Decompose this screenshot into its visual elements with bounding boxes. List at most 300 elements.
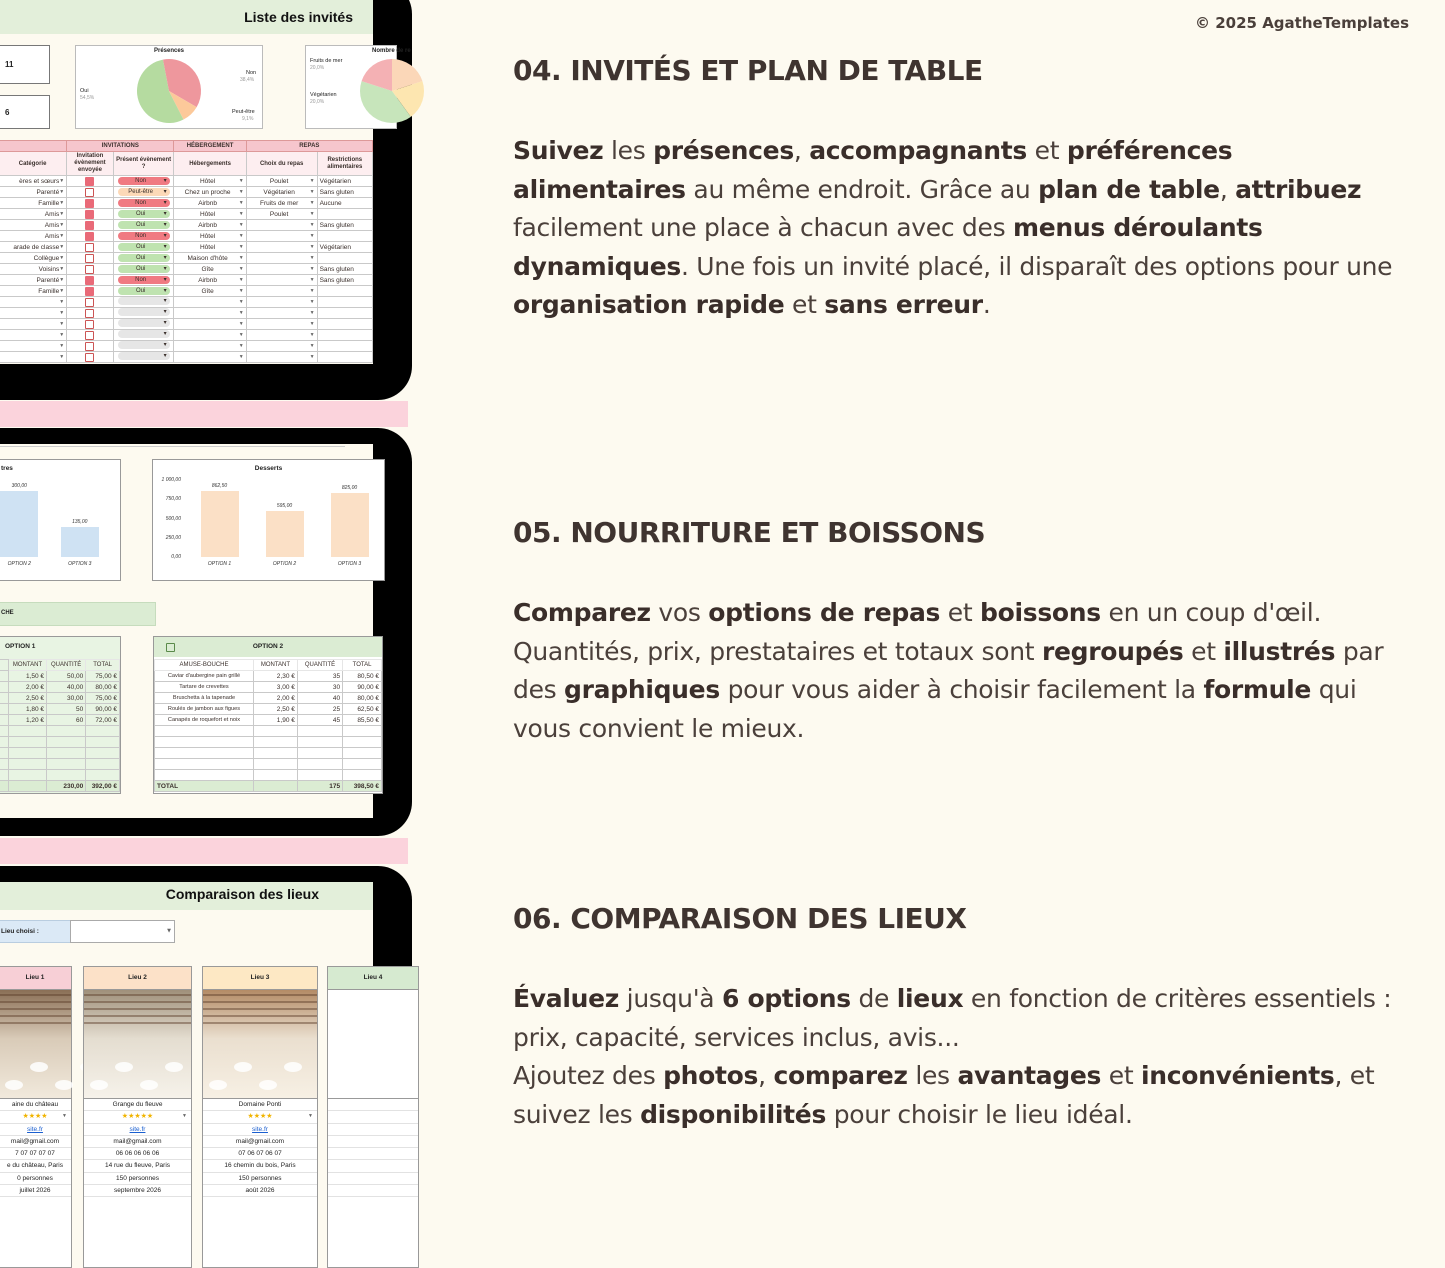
table-cell[interactable]: 2,50 €	[9, 693, 47, 704]
restr-cell[interactable]	[317, 308, 372, 319]
chevron-down-icon[interactable]: ▼	[59, 310, 65, 316]
table-cell[interactable]: 1,80 €	[9, 704, 47, 715]
presence-dropdown[interactable]	[118, 210, 170, 218]
table-cell[interactable]	[155, 759, 254, 770]
venue-select[interactable]	[70, 920, 175, 943]
venue-mail	[84, 1136, 191, 1148]
table-cell[interactable]	[47, 759, 86, 770]
table-cell[interactable]: 80,50 €	[343, 671, 382, 682]
restr-cell[interactable]	[317, 275, 372, 286]
chevron-down-icon[interactable]: ▼	[238, 254, 244, 261]
cat-cell[interactable]	[0, 308, 67, 319]
venue-card[interactable]	[0, 966, 72, 1268]
heb-cell[interactable]	[174, 308, 246, 319]
invitation-checkbox[interactable]	[85, 342, 94, 351]
venue-capacity	[328, 1173, 418, 1185]
chevron-down-icon[interactable]: ▼	[238, 299, 244, 305]
table-cell[interactable]: 2,00 €	[254, 693, 298, 704]
chevron-down-icon[interactable]: ▼	[59, 276, 65, 283]
table-cell[interactable]: 80,00 €	[86, 682, 120, 693]
heb-cell[interactable]	[174, 176, 246, 187]
cat-cell[interactable]	[0, 297, 67, 308]
presence-value: Non	[135, 277, 147, 283]
section-title-food: 05. NOURRITURE ET BOISSONS	[513, 516, 986, 549]
table-cell[interactable]: 30,00	[47, 693, 86, 704]
chevron-down-icon[interactable]: ▼	[308, 1113, 313, 1120]
category-label: OPTION 2	[7, 561, 31, 567]
table-cell[interactable]	[86, 737, 120, 748]
chevron-down-icon[interactable]: ▼	[309, 199, 315, 206]
chevron-down-icon[interactable]: ▼	[59, 343, 65, 349]
invitation-checkbox[interactable]	[85, 353, 94, 362]
table-cell[interactable]: Roulés de jambon aux figues	[155, 704, 254, 715]
table-cell[interactable]: 1,20 €	[9, 715, 47, 726]
col-header: Restrictions alimentaires	[317, 152, 372, 176]
chevron-down-icon[interactable]: ▼	[309, 332, 315, 338]
venue-link[interactable]	[84, 1124, 191, 1136]
heb-cell[interactable]	[174, 352, 246, 363]
repas-cell[interactable]	[246, 297, 317, 308]
cat-cell[interactable]	[0, 187, 67, 198]
chevron-down-icon[interactable]: ▼	[59, 188, 65, 195]
table-cell[interactable]: 90,00 €	[86, 704, 120, 715]
table-cell[interactable]	[297, 737, 342, 748]
repas-cell[interactable]	[246, 242, 317, 253]
heb-cell[interactable]	[174, 187, 246, 198]
heb-cell[interactable]	[174, 198, 246, 209]
sent-cell	[67, 308, 114, 319]
chevron-down-icon[interactable]: ▼	[309, 321, 315, 327]
presence-dropdown[interactable]	[118, 297, 170, 305]
venue-link[interactable]	[328, 1124, 418, 1136]
chevron-down-icon[interactable]: ▼	[309, 354, 315, 360]
restr-cell[interactable]	[317, 297, 372, 308]
chevron-down-icon[interactable]: ▼	[309, 233, 315, 239]
chevron-down-icon[interactable]: ▼	[309, 277, 315, 283]
chevron-down-icon[interactable]: ▼	[238, 243, 244, 250]
table-cell[interactable]: 75,00 €	[86, 671, 120, 682]
invitation-checkbox[interactable]	[85, 298, 94, 307]
table-cell[interactable]	[343, 770, 382, 781]
table-row	[0, 693, 120, 704]
heb-cell[interactable]	[174, 297, 246, 308]
total-cell	[9, 781, 47, 792]
table-cell[interactable]	[9, 770, 47, 781]
repas-cell[interactable]	[246, 220, 317, 231]
repas-cell[interactable]	[246, 341, 317, 352]
pie-label: Oui	[80, 88, 89, 94]
table-row	[0, 308, 373, 319]
restr-cell[interactable]	[317, 209, 372, 220]
invitation-checkbox[interactable]	[85, 243, 94, 252]
presence-dropdown[interactable]	[118, 352, 170, 360]
cat-cell[interactable]	[0, 330, 67, 341]
table-cell[interactable]	[297, 759, 342, 770]
invitation-checkbox[interactable]	[85, 331, 94, 340]
presence-dropdown[interactable]	[118, 199, 170, 207]
table-cell[interactable]: 62,50 €	[343, 704, 382, 715]
table-cell[interactable]: 2,00 €	[9, 682, 47, 693]
chart-title: Présences	[153, 48, 185, 54]
venue-mail-text: mail@gmail.com	[235, 1137, 285, 1145]
table-cell[interactable]: 1,50 €	[9, 671, 47, 682]
venue-card[interactable]	[202, 966, 318, 1268]
chevron-down-icon[interactable]: ▼	[238, 199, 244, 206]
restr-value: Sans gluten	[319, 276, 354, 284]
presence-dropdown[interactable]	[118, 221, 170, 229]
chevron-down-icon[interactable]: ▼	[59, 354, 65, 360]
venue-mail-text: mail@gmail.com	[113, 1137, 162, 1145]
table-cell[interactable]: 50,00	[47, 671, 86, 682]
presence-dropdown[interactable]	[118, 330, 170, 338]
chevron-down-icon[interactable]: ▼	[59, 221, 65, 228]
photo-detail	[84, 1015, 191, 1017]
table-row	[155, 748, 382, 759]
table-cell[interactable]: 25	[297, 704, 342, 715]
chevron-down-icon: ▾	[163, 233, 167, 239]
invitation-checkbox[interactable]	[85, 309, 94, 318]
bar	[266, 511, 304, 557]
table-cell[interactable]: 72,00 €	[86, 715, 120, 726]
table-cell[interactable]: 3,00 €	[254, 682, 298, 693]
heb-cell[interactable]	[174, 341, 246, 352]
bar	[0, 491, 38, 557]
table-cell[interactable]: 1,90 €	[254, 715, 298, 726]
table-cell[interactable]: 50	[47, 704, 86, 715]
venue-date	[203, 1185, 317, 1197]
table-cell[interactable]: 60	[47, 715, 86, 726]
chevron-down-icon[interactable]: ▼	[309, 299, 315, 305]
table-cell[interactable]: 85,50 €	[343, 715, 382, 726]
heb-cell[interactable]	[174, 242, 246, 253]
cat-cell[interactable]	[0, 209, 67, 220]
cat-cell[interactable]	[0, 220, 67, 231]
restr-cell[interactable]	[317, 253, 372, 264]
venue-name	[328, 1099, 418, 1111]
present-cell	[113, 231, 174, 242]
table-cell[interactable]: 75,00 €	[86, 693, 120, 704]
presence-dropdown[interactable]	[118, 308, 170, 316]
repas-cell[interactable]	[246, 209, 317, 220]
bar	[61, 527, 99, 557]
chevron-down-icon[interactable]: ▼	[59, 321, 65, 327]
section-title-venues: 06. COMPARAISON DES LIEUX	[513, 902, 967, 935]
repas-cell[interactable]	[246, 187, 317, 198]
cat-value: arade de classe	[13, 243, 60, 251]
chevron-down-icon[interactable]: ▼	[62, 1113, 67, 1120]
chevron-down-icon[interactable]: ▼	[309, 188, 315, 195]
presence-dropdown[interactable]	[118, 232, 170, 240]
table-cell[interactable]: 90,00 €	[343, 682, 382, 693]
table-cell[interactable]	[47, 748, 86, 759]
chevron-down-icon[interactable]: ▼	[59, 210, 65, 217]
table-cell[interactable]	[297, 748, 342, 759]
restr-cell[interactable]	[317, 198, 372, 209]
cat-cell[interactable]	[0, 341, 67, 352]
heb-cell[interactable]	[174, 220, 246, 231]
invitation-checkbox[interactable]	[85, 287, 94, 296]
cat-cell[interactable]	[0, 286, 67, 297]
total-cell	[254, 781, 298, 792]
venue-sheet-title: Comparaison des lieux	[165, 886, 319, 902]
table-cell[interactable]: 40	[297, 693, 342, 704]
table-cell[interactable]	[297, 770, 342, 781]
table-cell[interactable]	[47, 770, 86, 781]
chevron-down-icon[interactable]: ▼	[309, 244, 315, 250]
venue-link[interactable]	[203, 1124, 317, 1136]
table-cell[interactable]: 80,00 €	[343, 693, 382, 704]
table-cell[interactable]: 40,00	[47, 682, 86, 693]
chevron-down-icon[interactable]: ▼	[238, 188, 244, 195]
presence-dropdown[interactable]	[118, 341, 170, 349]
restr-cell[interactable]	[317, 187, 372, 198]
heb-cell[interactable]	[174, 286, 246, 297]
photo-detail	[259, 1080, 277, 1090]
table-cell[interactable]	[86, 770, 120, 781]
chevron-down-icon[interactable]: ▼	[238, 265, 244, 272]
restr-cell[interactable]	[317, 341, 372, 352]
cat-cell[interactable]	[0, 275, 67, 286]
repas-cell[interactable]	[246, 330, 317, 341]
restr-cell[interactable]	[317, 176, 372, 187]
chevron-down-icon[interactable]: ▼	[59, 299, 65, 305]
cat-cell[interactable]	[0, 352, 67, 363]
chevron-down-icon[interactable]: ▼	[238, 354, 244, 360]
table-cell[interactable]	[9, 759, 47, 770]
cat-cell[interactable]	[0, 198, 67, 209]
presence-dropdown[interactable]	[118, 177, 170, 185]
table-row	[0, 176, 373, 187]
repas-cell[interactable]	[246, 275, 317, 286]
chevron-down-icon[interactable]: ▼	[59, 177, 65, 184]
venue-stars-text: ★★★★	[247, 1113, 273, 1121]
venue-addr	[0, 1160, 71, 1172]
presence-dropdown[interactable]	[118, 188, 170, 196]
restr-cell[interactable]	[317, 286, 372, 297]
table-cell[interactable]	[155, 737, 254, 748]
restr-cell[interactable]	[317, 264, 372, 275]
table-cell[interactable]: Tartare de crevettes	[155, 682, 254, 693]
restr-cell[interactable]	[317, 319, 372, 330]
invitation-checkbox[interactable]	[85, 276, 94, 285]
photo-detail	[140, 1080, 158, 1090]
cat-cell[interactable]	[0, 319, 67, 330]
presence-value: Non	[135, 200, 147, 206]
chevron-down-icon[interactable]: ▼	[238, 321, 244, 327]
cat-cell[interactable]	[0, 264, 67, 275]
table-cell[interactable]	[343, 737, 382, 748]
heb-cell[interactable]	[174, 330, 246, 341]
chevron-down-icon[interactable]: ▼	[309, 222, 315, 228]
repas-cell[interactable]	[246, 286, 317, 297]
table-cell[interactable]	[47, 737, 86, 748]
presence-dropdown[interactable]	[118, 254, 170, 262]
heb-cell[interactable]	[174, 209, 246, 220]
invitation-checkbox[interactable]	[85, 210, 94, 219]
table-cell[interactable]	[86, 759, 120, 770]
restr-value: Végétarien	[319, 243, 352, 251]
table-cell[interactable]	[86, 748, 120, 759]
repas-cell[interactable]	[246, 176, 317, 187]
cat-value: Amis	[44, 210, 60, 218]
table-cell[interactable]	[155, 770, 254, 781]
table-cell[interactable]	[86, 726, 120, 737]
restr-cell[interactable]	[317, 231, 372, 242]
table-cell[interactable]: 45	[297, 715, 342, 726]
repas-cell[interactable]	[246, 253, 317, 264]
heb-value: Gîte	[201, 287, 214, 295]
chevron-down-icon[interactable]: ▼	[238, 177, 244, 184]
repas-cell[interactable]	[246, 231, 317, 242]
pink-divider	[0, 838, 408, 864]
table-cell[interactable]: Bruschetta à la tapenade	[155, 693, 254, 704]
table-row	[155, 715, 382, 726]
venue-date-text: août 2026	[245, 1187, 275, 1195]
venue-header: Lieu 4	[328, 967, 418, 990]
chevron-down-icon[interactable]: ▼	[238, 287, 244, 294]
presence-dropdown[interactable]	[118, 265, 170, 273]
repas-cell[interactable]	[246, 352, 317, 363]
invitation-checkbox[interactable]	[85, 265, 94, 274]
table-cell[interactable]: 2,30 €	[254, 671, 298, 682]
cat-value: Famille	[38, 287, 60, 295]
table-cell[interactable]	[254, 748, 298, 759]
table-cell[interactable]	[254, 770, 298, 781]
chevron-down-icon: ▾	[163, 178, 167, 184]
table-cell[interactable]	[343, 726, 382, 737]
cat-cell[interactable]	[0, 231, 67, 242]
chevron-down-icon[interactable]: ▼	[59, 243, 65, 250]
restr-cell[interactable]	[317, 352, 372, 363]
invitation-checkbox[interactable]	[85, 232, 94, 241]
chevron-down-icon[interactable]: ▼	[182, 1113, 187, 1120]
venue-phone	[203, 1148, 317, 1160]
venue-stars-text: ★★★★★	[121, 1113, 154, 1121]
chevron-down-icon[interactable]: ▼	[59, 265, 65, 272]
venue-header: Lieu 1	[0, 967, 71, 990]
table-cell[interactable]: 30	[297, 682, 342, 693]
table-cell[interactable]	[254, 726, 298, 737]
table-cell[interactable]	[155, 726, 254, 737]
chevron-down-icon[interactable]: ▼	[309, 210, 315, 217]
column-header: MONTANT	[9, 660, 47, 671]
repas-cell[interactable]	[246, 319, 317, 330]
heb-cell[interactable]	[174, 253, 246, 264]
photo-detail	[0, 1022, 71, 1024]
presence-dropdown[interactable]	[118, 319, 170, 327]
photo-detail	[115, 1062, 133, 1072]
table-cell[interactable]	[47, 726, 86, 737]
table-row	[155, 759, 382, 770]
restr-cell[interactable]	[317, 220, 372, 231]
repas-cell[interactable]	[246, 198, 317, 209]
invitation-checkbox[interactable]	[85, 177, 94, 186]
present-cell	[113, 209, 174, 220]
table-cell[interactable]	[9, 726, 47, 737]
cat-cell[interactable]	[0, 242, 67, 253]
chevron-down-icon[interactable]: ▼	[238, 232, 244, 239]
heb-cell[interactable]	[174, 264, 246, 275]
column-header: QUANTITÉ	[297, 660, 342, 671]
table-cell[interactable]: Canapés de roquefort et noix	[155, 715, 254, 726]
venue-link[interactable]	[0, 1124, 71, 1136]
meal-pie-chart	[305, 45, 411, 129]
chevron-down-icon[interactable]: ▼	[238, 221, 244, 228]
heb-cell[interactable]	[174, 231, 246, 242]
table-cell[interactable]: 35	[297, 671, 342, 682]
invitation-checkbox[interactable]	[85, 199, 94, 208]
y-tick-label: 0,00	[171, 554, 181, 560]
table-cell[interactable]	[343, 759, 382, 770]
presence-dropdown[interactable]	[118, 276, 170, 284]
chevron-down-icon[interactable]: ▼	[238, 276, 244, 283]
chevron-down-icon[interactable]: ▼	[238, 310, 244, 316]
invitation-checkbox[interactable]	[85, 320, 94, 329]
chevron-down-icon[interactable]: ▼	[238, 210, 244, 217]
table-cell[interactable]: 2,50 €	[254, 704, 298, 715]
table-cell[interactable]	[9, 737, 47, 748]
chevron-down-icon[interactable]: ▼	[309, 310, 315, 316]
chevron-down-icon[interactable]: ▼	[238, 343, 244, 349]
heb-cell[interactable]	[174, 319, 246, 330]
chevron-down-icon[interactable]: ▼	[309, 343, 315, 349]
table-cell[interactable]	[254, 737, 298, 748]
venue-name	[0, 1099, 71, 1111]
repas-cell[interactable]	[246, 308, 317, 319]
repas-cell[interactable]	[246, 264, 317, 275]
table-cell[interactable]: Caviar d'aubergine pain grillé	[155, 671, 254, 682]
chevron-down-icon[interactable]: ▼	[309, 177, 315, 184]
present-cell	[113, 330, 174, 341]
table-cell[interactable]	[297, 726, 342, 737]
cat-cell[interactable]	[0, 253, 67, 264]
presence-dropdown[interactable]	[118, 287, 170, 295]
chevron-down-icon[interactable]: ▼	[309, 255, 315, 261]
venue-date	[0, 1185, 71, 1197]
bar-value-label: 825,00	[341, 485, 358, 492]
table-cell[interactable]	[254, 759, 298, 770]
cat-cell[interactable]	[0, 176, 67, 187]
venue-card[interactable]	[327, 966, 419, 1268]
restr-cell[interactable]	[317, 330, 372, 341]
chevron-down-icon[interactable]: ▼	[59, 199, 65, 206]
column-header: TOTAL	[343, 660, 382, 671]
restr-cell[interactable]	[317, 242, 372, 253]
heb-cell[interactable]	[174, 275, 246, 286]
table-cell[interactable]	[9, 748, 47, 759]
chevron-down-icon[interactable]: ▼	[59, 287, 65, 294]
venue-mail-text: mail@gmail.com	[10, 1137, 60, 1145]
table-cell[interactable]	[343, 748, 382, 759]
restr-value: Sans gluten	[319, 188, 354, 196]
invitation-checkbox[interactable]	[85, 221, 94, 230]
chevron-down-icon: ▾	[163, 309, 167, 315]
venue-capacity	[84, 1173, 191, 1185]
invitation-checkbox[interactable]	[85, 188, 94, 197]
table-cell[interactable]	[155, 748, 254, 759]
present-cell	[113, 176, 174, 187]
presence-dropdown[interactable]	[118, 243, 170, 251]
photo-detail	[0, 1001, 71, 1003]
chevron-down-icon[interactable]: ▼	[59, 232, 65, 239]
venue-card[interactable]	[83, 966, 192, 1268]
invitation-checkbox[interactable]	[85, 254, 94, 263]
chevron-down-icon[interactable]: ▼	[59, 254, 65, 261]
chevron-down-icon[interactable]: ▼	[59, 332, 65, 338]
chevron-down-icon[interactable]: ▼	[309, 288, 315, 294]
chevron-down-icon[interactable]: ▼	[238, 332, 244, 338]
chevron-down-icon[interactable]: ▼	[309, 266, 315, 272]
